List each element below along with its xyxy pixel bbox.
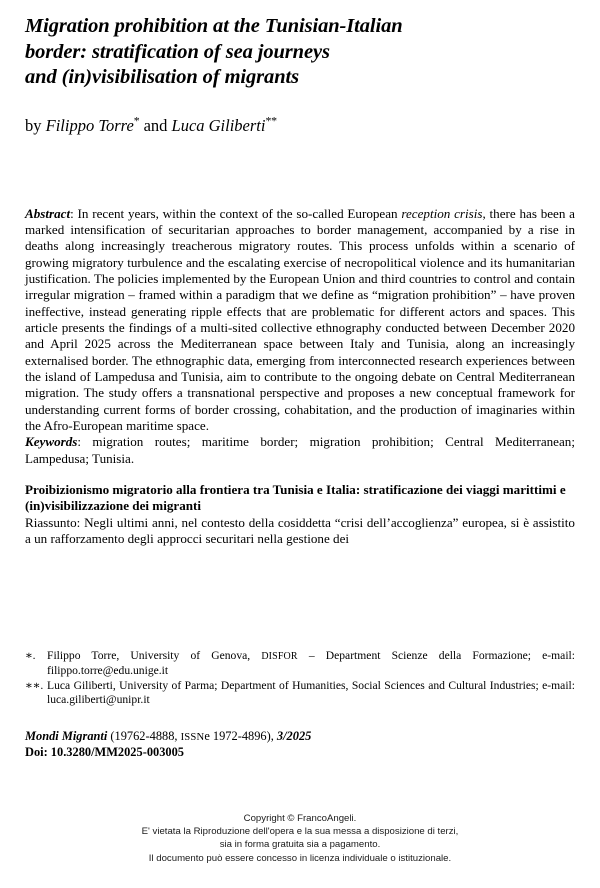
keywords-label-separator: : xyxy=(77,434,93,450)
article-content xyxy=(25,14,575,547)
copyright-line-3: sia in forma gratuita sia a pagamento. xyxy=(219,839,381,851)
keywords-label: Keywords xyxy=(25,434,78,450)
footnote-marker-2: ∗∗. xyxy=(25,678,44,692)
footnote-marker-1: ∗. xyxy=(25,649,36,662)
footnote-1-text-before: Filippo Torre, University of Genova, xyxy=(47,649,262,662)
copyright-line-4: Il documento può essere concesso in licenza individuale o istituzionale. xyxy=(148,852,452,864)
title-line-3: and (in)visibilisation of migrants xyxy=(25,66,299,88)
keywords-list: migration routes; maritime border; migration prohibition; Central Mediterranean; Lampedusa; Tunisia. xyxy=(25,434,575,466)
footnote-1-text-after: – Department Scienze della Formazione; e-mail: filippo.torre@edu.unige.it xyxy=(47,649,575,678)
riassunto-text: Negli ultimi anni, nel contesto della cosiddetta “crisi dell’accoglienza” europea, si è assistito a un rafforzamento degli approcci securitari nella gestione dei xyxy=(25,514,575,547)
abstract-italic-phrase: reception crisis xyxy=(401,205,483,221)
author-name-2: Luca Giliberti xyxy=(171,115,266,135)
abstract-text-part-2: , there has been a marked intensification of securitarian approaches to border management, accompanied by a rise in deaths along increasingly treacherous migratory routes. This process unfolds within a scenario of growing migratory turbulence and the escalating exercise of necropolitical violence and its humanitarian justification. The policies implemented by the European Union and third countries to control and contain irregular migration – framed within a paradigm that we define as “migration prohibition” – have proven ineffective, instead generating ripple effects that are problematic for different actors and spaces. This article presents the findings of a multi-sited collective ethnography conducted between December 2020 and April 2025 across the Mediterranean space between Italy and Tunisia, along an increasingly externalised border. The ethnographic data, emerging from interconnected research experiences between the island of Lampedusa and Tunisia, aim to contribute to the ongoing debate on Central Mediterranean migration. The study offers a transnational perspective and proposes a new conceptual framework for understanding current forms of border crossing, cohabitation, and the production of imaginaries within the Afro-European maritime space. xyxy=(25,205,575,433)
italian-title: Proibizionismo migratorio alla frontiera tra Tunisia e Italia: stratificazione dei viaggi marittimi e (in)visibilizzazione dei migranti xyxy=(25,482,566,514)
footnote-author-1 xyxy=(25,649,575,679)
doi-line[interactable]: Doi: 10.3280/MM2025-003005 xyxy=(25,745,184,760)
footnote-2-text-before: Luca Giliberti, University of Parma; Department of Humanities, Social Sciences and Cultural Industries; e-mail: luca.giliberti@unipr.it xyxy=(47,678,575,707)
footnote-author-2 xyxy=(25,679,575,709)
copyright-line-1: Copyright © FrancoAngeli. xyxy=(243,813,357,824)
byline-conjunction: and xyxy=(139,115,172,135)
journal-name: Mondi Migranti xyxy=(25,729,108,743)
keywords-paragraph xyxy=(25,434,575,467)
footnote-1-department-acronym: DISFOR xyxy=(261,651,298,662)
abstract-text-part-1: In recent years, within the context of the so-called European xyxy=(77,205,402,221)
journal-issn-open: (19762-4888, xyxy=(107,729,181,743)
abstract-label-separator: : xyxy=(70,205,78,221)
footnotes-block xyxy=(25,649,575,709)
author-1-footnote-marker[interactable]: * xyxy=(133,113,140,127)
issn-electronic-label: ISSN xyxy=(180,732,205,743)
issn-electronic-value: e 1972-4896), xyxy=(204,729,277,743)
journal-citation xyxy=(25,729,575,760)
title-line-1: Migration prohibition at the Tunisian-Italian xyxy=(25,15,403,37)
riassunto-label: Riassunto xyxy=(25,514,77,530)
author-name-1: Filippo Torre xyxy=(45,115,134,135)
journal-citation-line xyxy=(25,729,575,745)
riassunto-paragraph xyxy=(25,515,575,548)
copyright-footer xyxy=(0,812,600,865)
author-2-footnote-marker[interactable]: ** xyxy=(265,113,277,127)
riassunto-label-separator: : xyxy=(76,514,85,530)
abstract-paragraph xyxy=(25,206,575,435)
byline-prefix: by xyxy=(25,115,46,135)
abstract-label: Abstract xyxy=(25,205,71,221)
journal-issue: 3/2025 xyxy=(276,729,312,743)
page-title xyxy=(25,14,565,91)
abstract-block xyxy=(25,136,575,548)
byline xyxy=(25,91,575,136)
title-line-2: border: stratification of sea journeys xyxy=(25,40,330,63)
copyright-line-2: E' vietata la Riproduzione dell'opera e la sua messa a disposizione di terzi, xyxy=(141,826,459,838)
